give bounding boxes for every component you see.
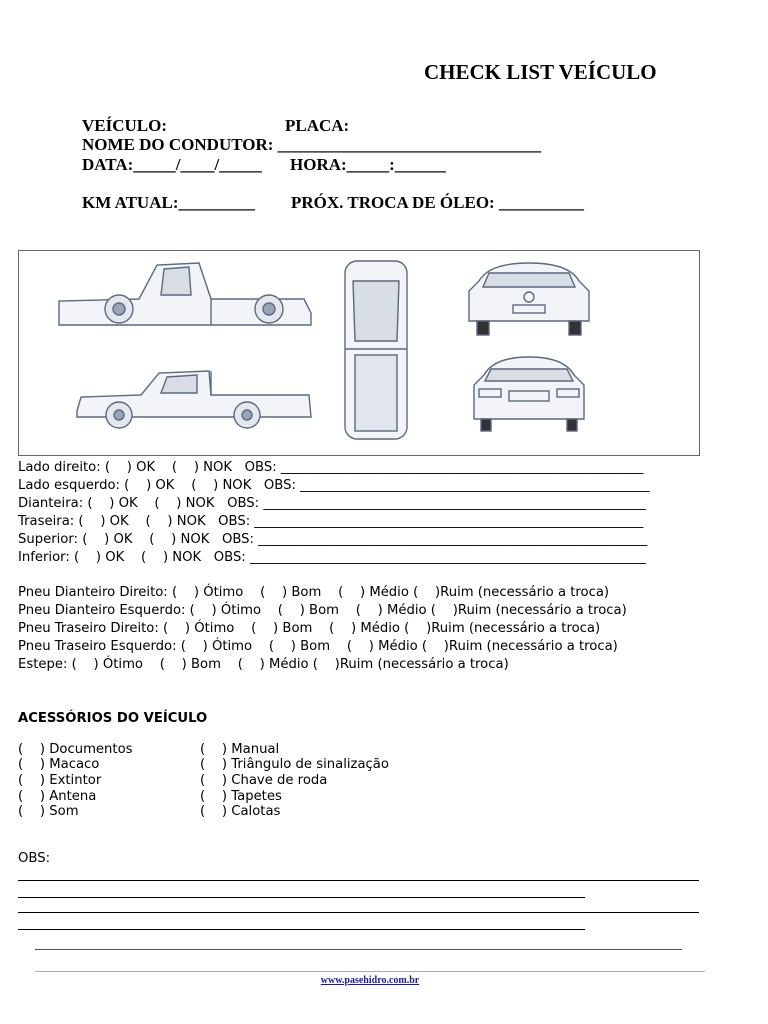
vehicle-label: VEÍCULO: bbox=[82, 116, 168, 135]
km-field[interactable]: KM ATUAL:_________ bbox=[82, 193, 255, 212]
date-field[interactable]: DATA:_____/____/_____ bbox=[82, 155, 262, 174]
inspection-top[interactable]: Superior: ( ) OK ( ) NOK OBS: ___________________________________________________________ bbox=[18, 532, 648, 547]
pickup-right-side-icon bbox=[59, 263, 311, 325]
obs-line[interactable] bbox=[18, 929, 585, 930]
inspection-left-side[interactable]: Lado esquerdo: ( ) OK ( ) NOK OBS: _____________________________________________________ bbox=[18, 478, 650, 493]
inspection-bottom[interactable]: Inferior: ( ) OK ( ) NOK OBS: ____________________________________________________________ bbox=[18, 550, 646, 565]
accessory-documents[interactable]: ( ) Documentos bbox=[18, 742, 133, 757]
accessory-jack[interactable]: ( ) Macaco bbox=[18, 757, 100, 772]
pickup-rear-view-icon bbox=[469, 263, 589, 335]
pickup-left-side-icon bbox=[77, 371, 311, 428]
accessory-sound[interactable]: ( ) Som bbox=[18, 804, 79, 819]
tire-front-left[interactable]: Pneu Dianteiro Esquerdo: ( ) Ótimo ( ) Bom ( ) Médio ( )Ruim (necessário a troca) bbox=[18, 603, 627, 618]
inspection-right-side[interactable]: Lado direito: ( ) OK ( ) NOK OBS: _______________________________________________________ bbox=[18, 460, 644, 475]
obs-line[interactable] bbox=[18, 880, 699, 881]
accessories-title: ACESSÓRIOS DO VEÍCULO bbox=[18, 711, 208, 726]
pickup-top-view-icon bbox=[345, 261, 407, 439]
footer-divider bbox=[35, 949, 682, 950]
accessory-manual[interactable]: ( ) Manual bbox=[200, 742, 280, 757]
vehicle-diagram-svg bbox=[19, 251, 699, 455]
tire-front-right[interactable]: Pneu Dianteiro Direito: ( ) Ótimo ( ) Bom ( ) Médio ( )Ruim (necessário a troca) bbox=[18, 585, 610, 600]
footer-divider bbox=[35, 971, 705, 972]
accessory-mats[interactable]: ( ) Tapetes bbox=[200, 789, 282, 804]
inspection-front[interactable]: Dianteira: ( ) OK ( ) NOK OBS: __________________________________________________________ bbox=[18, 496, 646, 511]
time-field[interactable]: HORA:_____:______ bbox=[290, 155, 446, 174]
driver-name-field[interactable]: NOME DO CONDUTOR: _______________________________ bbox=[82, 135, 542, 154]
oil-change-field[interactable]: PRÓX. TROCA DE ÓLEO: __________ bbox=[291, 193, 584, 212]
accessory-hubcaps[interactable]: ( ) Calotas bbox=[200, 804, 281, 819]
pickup-front-view-icon bbox=[474, 357, 584, 431]
accessory-antenna[interactable]: ( ) Antena bbox=[18, 789, 97, 804]
plate-label: PLACA: bbox=[285, 116, 350, 135]
footer-website-link[interactable]: www.pasehidro.com.br bbox=[320, 975, 420, 986]
tire-rear-left[interactable]: Pneu Traseiro Esquerdo: ( ) Ótimo ( ) Bom ( ) Médio ( )Ruim (necessário a troca) bbox=[18, 639, 618, 654]
accessory-extinguisher[interactable]: ( ) Extintor bbox=[18, 773, 102, 788]
tire-spare[interactable]: Estepe: ( ) Ótimo ( ) Bom ( ) Médio ( )Ruim (necessário a troca) bbox=[18, 657, 509, 672]
page-title: CHECK LIST VEÍCULO bbox=[424, 60, 657, 84]
obs-label: OBS: bbox=[18, 851, 51, 866]
obs-line[interactable] bbox=[18, 912, 699, 913]
vehicle-diagram bbox=[18, 250, 700, 456]
tire-rear-right[interactable]: Pneu Traseiro Direito: ( ) Ótimo ( ) Bom ( ) Médio ( )Ruim (necessário a troca) bbox=[18, 621, 601, 636]
accessory-wheel-wrench[interactable]: ( ) Chave de roda bbox=[200, 773, 328, 788]
inspection-rear[interactable]: Traseira: ( ) OK ( ) NOK OBS: ___________________________________________________________ bbox=[18, 514, 644, 529]
obs-line[interactable] bbox=[18, 897, 585, 898]
accessory-warning-triangle[interactable]: ( ) Triângulo de sinalização bbox=[200, 757, 389, 772]
